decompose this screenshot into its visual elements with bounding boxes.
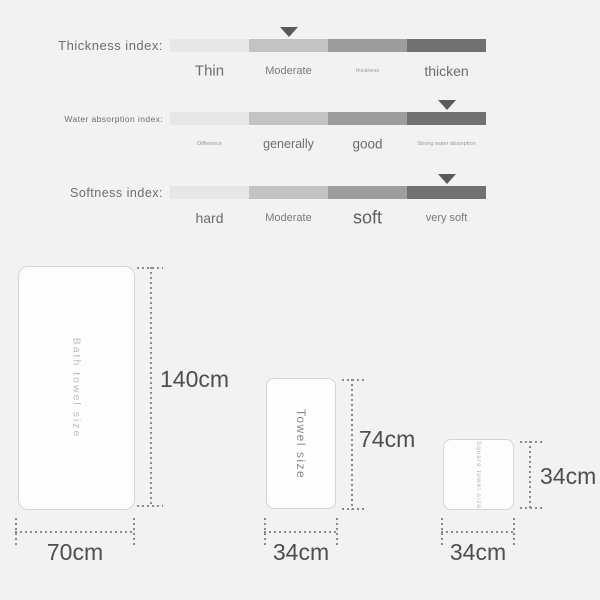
bar-segment	[328, 186, 407, 199]
dimension-line	[351, 379, 353, 510]
softness-scale-bar	[170, 186, 486, 199]
square-towel-rect	[443, 439, 514, 510]
scale-label: soft	[352, 207, 383, 228]
water-absorption-index-label: Water absorption index:	[64, 114, 163, 124]
water-absorption-scale-labels	[170, 133, 486, 155]
bath-towel-height-label: 140cm	[160, 366, 230, 392]
dimension-line	[529, 441, 531, 509]
square-towel-height-label: 34cm	[540, 463, 597, 489]
towel-rect	[266, 378, 336, 509]
softness-scale-labels	[170, 207, 486, 229]
scale-label: Thin	[194, 62, 225, 80]
square-towel-name: Square towel size	[475, 440, 482, 509]
bar-segment	[328, 39, 407, 52]
level-marker-icon	[438, 100, 456, 110]
scale-label: good	[352, 136, 383, 152]
dimension-cap	[342, 379, 364, 381]
dimension-cap	[520, 441, 542, 443]
scale-label: Moderate	[265, 65, 312, 77]
scale-label: Strong water absorption	[417, 141, 476, 147]
bar-segment	[407, 112, 486, 125]
scale-label: thicken	[424, 63, 469, 79]
thickness-bar-area	[170, 27, 486, 102]
scale-label: hard	[195, 210, 224, 226]
dimension-line	[441, 531, 515, 533]
softness-index-label: Softness index:	[70, 186, 163, 200]
towel-height-label: 74cm	[359, 426, 416, 452]
towel-width-label: 34cm	[272, 539, 330, 565]
softness-index-row	[0, 174, 600, 249]
thickness-index-label: Thickness index:	[58, 38, 163, 53]
bar-segment	[249, 112, 328, 125]
bar-segment	[170, 186, 249, 199]
square-towel-height-dimension-line	[520, 441, 542, 509]
dimension-line	[150, 267, 152, 507]
bath-towel-rect	[18, 266, 135, 510]
square-towel-width-label: 34cm	[449, 539, 507, 565]
scale-label: Moderate	[265, 212, 312, 224]
towel-name: Towel size	[294, 408, 308, 479]
scale-label: very soft	[425, 212, 468, 224]
thickness-scale-bar	[170, 39, 486, 52]
bath-towel-width-label: 70cm	[46, 539, 104, 565]
level-marker-icon	[280, 27, 298, 37]
bar-segment	[170, 39, 249, 52]
level-marker-icon	[438, 174, 456, 184]
water-absorption-bar-area	[170, 100, 486, 175]
scale-label: thickness	[356, 68, 379, 74]
scale-label: Difference	[197, 141, 222, 147]
water-absorption-scale-bar	[170, 112, 486, 125]
bar-segment	[249, 39, 328, 52]
thickness-scale-labels	[170, 60, 486, 82]
dimension-line	[264, 531, 338, 533]
bar-segment	[407, 186, 486, 199]
bar-segment	[328, 112, 407, 125]
bar-segment	[249, 186, 328, 199]
bath-towel-name: Bath towel size	[70, 337, 83, 439]
softness-bar-area	[170, 174, 486, 249]
bar-segment	[170, 112, 249, 125]
dimension-cap	[342, 508, 364, 510]
scale-label: generally	[263, 137, 314, 151]
dimension-cap	[520, 507, 542, 509]
thickness-index-row	[0, 27, 600, 102]
dimension-cap	[137, 505, 163, 507]
dimension-line	[15, 531, 135, 533]
water-absorption-index-row	[0, 100, 600, 175]
bar-segment	[407, 39, 486, 52]
